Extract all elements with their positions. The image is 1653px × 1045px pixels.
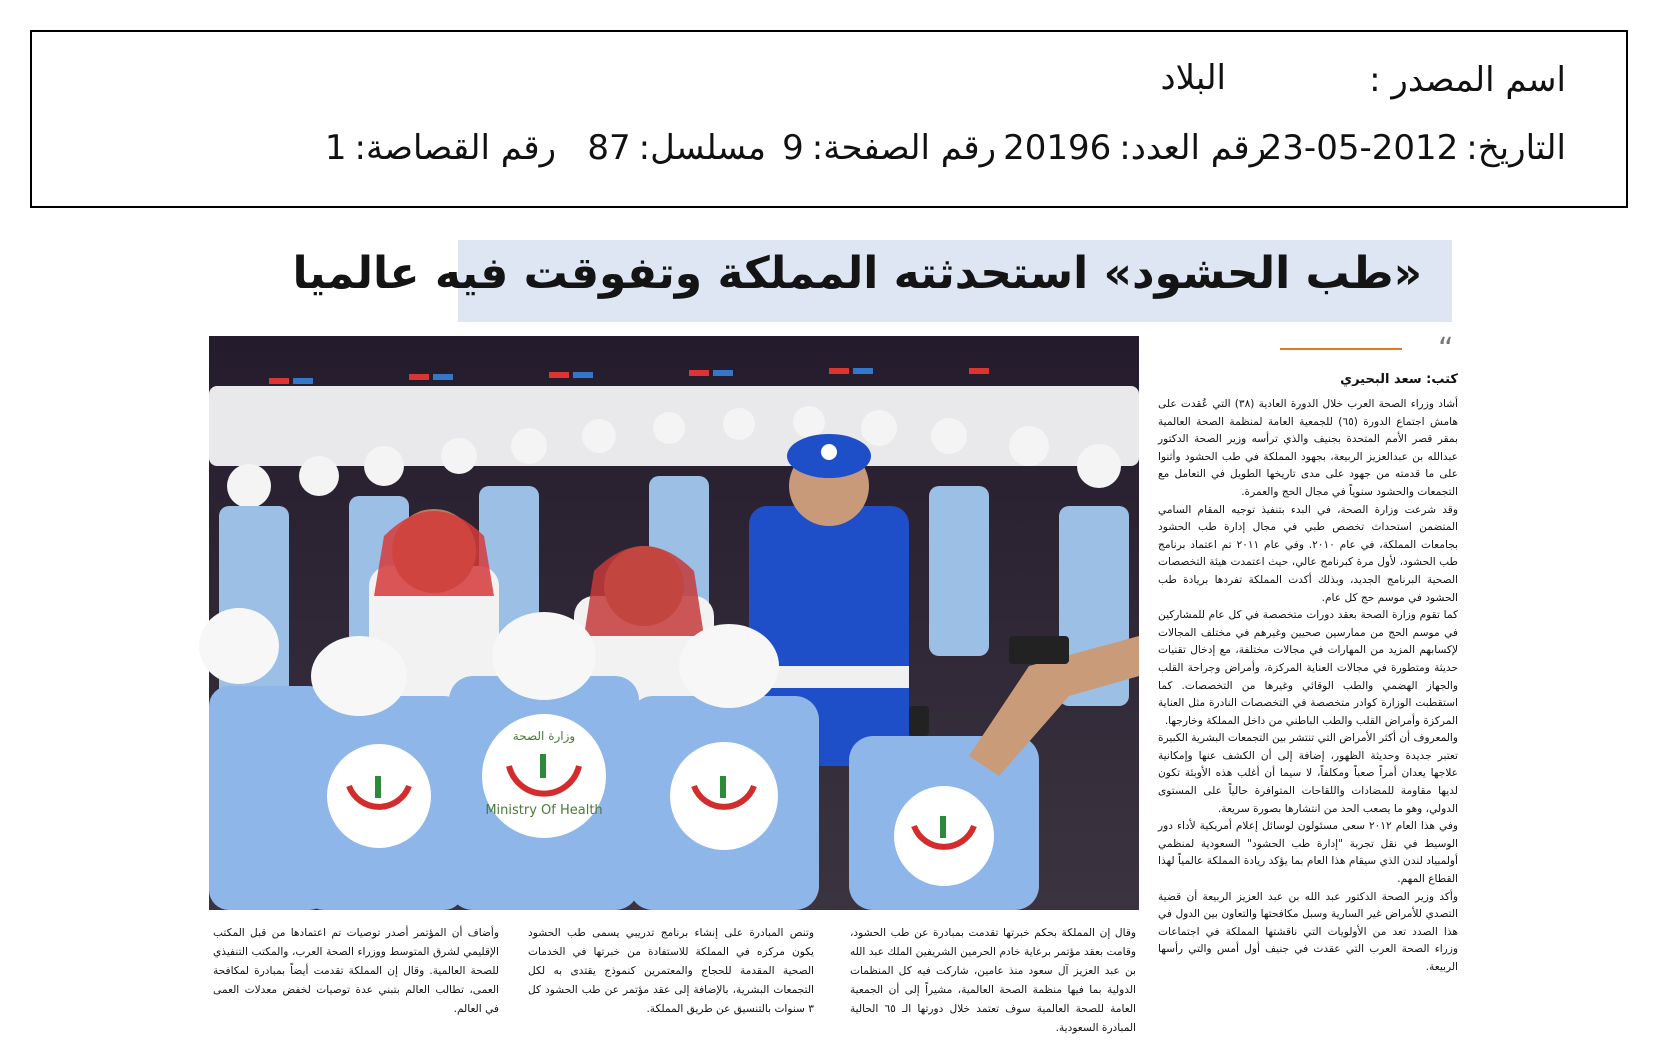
paragraph: أشاد وزراء الصحة العرب خلال الدورة العادية (٣٨) التي عُقدت على هامش اجتماع الدورة (٦٥) للجمعية العامة لمنظمة الصحة العالمية بمقر قصر الأمم المتحدة بجنيف والذي ترأسه وزير الصحة الدكتور عبدالله بن عبدالعزيز الربيعة، بجهود المملكة في طب الحشود وأثنوا على ما قدمته من جهود على مدى تاريخها الطويل في التعامل مع التجمعات والحشود سنوياً في مجال الحج والعمرة.: [1158, 398, 1458, 498]
paragraph: وأكد وزير الصحة الدكتور عبد الله بن عبد العزيز الربيعة أن قضية التصدي للأمراض غير السارية وسبل مكافحتها والتعاون بين الدول في هذا الصدد تعد من الأولويات التي ناقشتها المملكة في اجتماعات وزراء الصحة العرب التي عقدت في جنيف أول أمس والتي رأسها الربيعة.: [1158, 890, 1458, 973]
date-field: [1260, 128, 1566, 168]
paragraph: وفي هذا العام ٢٠١٢ سعى مسئولون لوسائل إعلام أمريكية لأداء دور الوسيط في نقل تجربة "إدارة طب الحشود" السعودية لمنظمي أولمبياد لندن الذي سيقام هذا العام بما يؤكد ريادة المملكة عالمياً لهذا القطاع المهم.: [1158, 820, 1458, 886]
source-label: اسم المصدر :: [1369, 60, 1566, 100]
article-photo: [209, 336, 1139, 910]
clip-value: 1: [324, 128, 347, 168]
serial-field: [556, 128, 766, 168]
photo-illustration: [209, 336, 1139, 910]
clip-field: [325, 128, 556, 168]
vest-arabic-text: وزارة الصحة: [512, 729, 576, 743]
paragraph: وقد شرعت وزارة الصحة، في البدء بتنفيذ توجيه المقام السامي المتضمن استحداث تخصص طبي في مجال إدارة طب الحشود بجامعات المملكة، في عام ٢٠١٠. وفي عام ٢٠١١ تم اعتماد برنامج طب الحشود، لأول مرة كبرنامج عالي، حيث اعتمدت هيئة التخصصات الصحية البرنامج الجديد، وبذلك أكدت المملكة تفردها بريادة طب الحشود في موسم حج كل عام.: [1158, 503, 1458, 604]
page-label: رقم الصفحة:: [811, 128, 996, 168]
source-value: البلاد: [1160, 58, 1226, 98]
issue-label: رقم العدد:: [1119, 128, 1266, 168]
clipping-header-box: [30, 30, 1628, 208]
date-label: التاريخ:: [1466, 128, 1566, 168]
page-field: [766, 128, 996, 168]
paragraph: كما تقوم وزارة الصحة بعقد دورات متخصصة في كل عام للمشاركين في موسم الحج من ممارسين صحيين وغيرهم في مختلف المجالات لإكسابهم المزيد من المهارات في مجالات مختلفة، مع إدخال تقنيات حديثة ومتطورة في مجالات العناية المركزة، وأمراض وجراحة القلب والجهاز الهضمي والطب الوقائي وغيرها من التخصصات. كما استقطبت الوزارة كوادر متخصصة في التخصصات النادرة مثل العناية المركزة وأمراض القلب والطب الباطني من داخل المملكة وخارجها.: [1158, 609, 1458, 727]
serial-label: مسلسل:: [638, 128, 766, 168]
issue-value: 20196: [1003, 128, 1112, 168]
article-headline: «طب الحشود» استحدثته المملكة وتفوقت فيه عالميا: [292, 248, 1422, 299]
article-byline: كتب: سعد البحيري: [1340, 372, 1458, 387]
page-value: 9: [782, 128, 804, 168]
vest-english-text: Ministry Of Health: [485, 803, 603, 818]
meta-row: [325, 128, 1566, 168]
article-bottom-column-2: وتنص المبادرة على إنشاء برنامج تدريبي يسمى طب الحشود يكون مركزه في المملكة للاستفادة من خبرتها في الخدمات الصحية المقدمة للحجاج والمعتمرين كنموذج يقتدى به لكل التجمعات البشرية، بالإضافة إلى عقد مؤتمر عن طب الحشود كل ٣ سنوات بالتنسيق عن طريق المملكة.: [528, 927, 814, 1015]
serial-value: 87: [587, 128, 631, 168]
paragraph: والمعروف أن أكثر الأمراض التي تنتشر بين التجمعات البشرية الكبيرة تعتبر جديدة وحديثة الظهور، إضافة إلى أن الكشف عنها وإمكانية علاجها يعدان أمراً صعباً ومكلفاً، لا سيما أن أغلب هذه الأوبئة تكون لديها مقاومة للمضادات واللقاحات المتوافرة حالياً على المستوى الدولي، وهو ما يصعب الحد من انتشارها بصورة سريعة.: [1158, 732, 1458, 815]
quote-mark-icon: “: [1438, 332, 1454, 367]
article-bottom-column-1: وقال إن المملكة بحكم خبرتها تقدمت بمبادرة عن طب الحشود، وقامت بعقد مؤتمر برعاية خادم الحرمين الشريفين الملك عبد الله بن عبد العزيز آل سعود منذ عامين، شاركت فيه كل المنظمات الدولية بما فيها منظمة الصحة العالمية، مشيراً إلى أن الجمعية العامة للصحة العالمية سوف تعتمد خلال دورتها الـ ٦٥ الحالية المبادرة السعودية.: [850, 927, 1136, 1034]
date-value: 2012-05-23: [1260, 128, 1459, 168]
clip-label: رقم القصاصة:: [354, 128, 556, 168]
issue-field: [996, 128, 1266, 168]
accent-rule: [1280, 348, 1402, 350]
headline-band: [292, 240, 1452, 322]
article-bottom-column-3: وأضاف أن المؤتمر أصدر توصيات تم اعتمادها من قبل المكتب الإقليمي لشرق المتوسط ووزراء الصحة العرب، والمكتب التنفيذي للصحة العالمية. وقال إن المملكة تقدمت أيضاً بمبادرة لمكافحة العمى، تطالب العالم بتبني عدة توصيات لخفض معدلات العمى في العالم.: [213, 927, 499, 1015]
article-right-column: [1158, 396, 1458, 1016]
